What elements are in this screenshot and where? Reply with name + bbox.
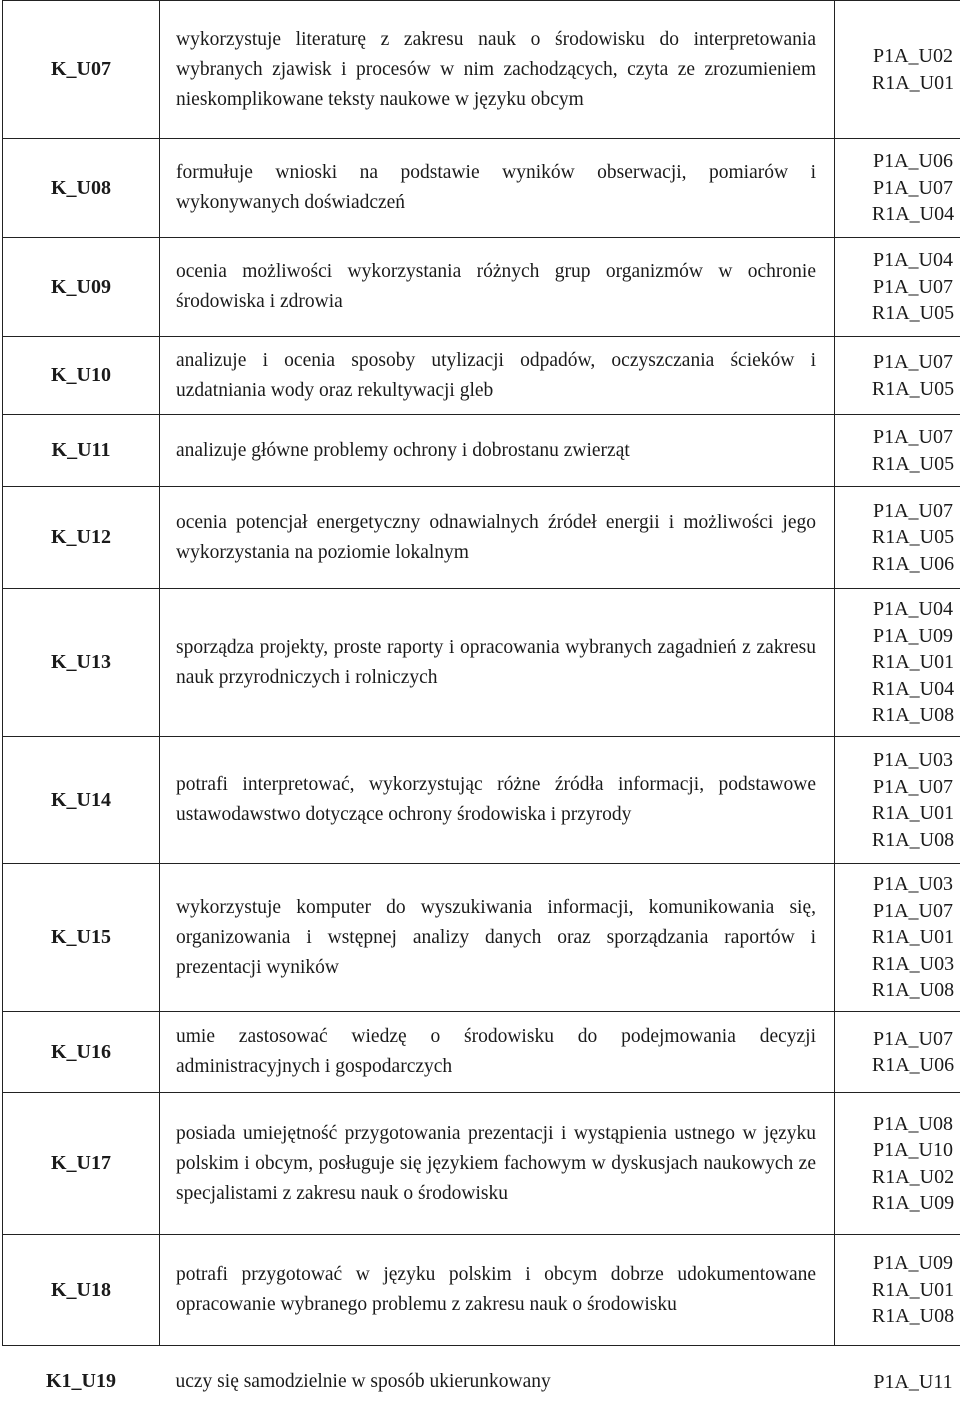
reference-code: R1A_U09 (871, 1192, 955, 1214)
reference-code: R1A_U04 (871, 203, 955, 226)
reference-code: P1A_U08 (872, 1112, 953, 1135)
outcome-description: ocenia potencjał energetyczny odnawialnych źródeł energii i możliwości jego wykorzystania na poziomie lokalnym (160, 487, 835, 589)
outcome-code: K_U14 (3, 737, 160, 864)
reference-code: R1A_U08 (871, 704, 955, 727)
outcome-references (835, 737, 960, 864)
outcome-code: K_U08 (3, 139, 160, 238)
reference-code: P1A_U02 (872, 45, 953, 67)
outcome-code: K_U15 (3, 864, 160, 1012)
outcome-description: posiada umiejętność przygotowania prezentacji i wystąpienia ustnego w języku polskim i obcym, posługuje się językiem fachowym w dyskusjach naukowych ze specjalistami z zakresu nauk o środowisku (160, 1093, 835, 1235)
reference-code: R1A_U08 (871, 1305, 955, 1328)
outcome-references (835, 1093, 960, 1235)
outcome-description: formułuje wnioski na podstawie wyników obserwacji, pomiarów i wykonywanych doświadczeń (160, 139, 835, 238)
table-row (3, 415, 960, 487)
outcome-description: wykorzystuje literaturę z zakresu nauk o środowisku do interpretowania wybranych zjawisk i procesów w nim zachodzących, czyta ze zrozumieniem nieskomplikowane teksty naukowe w języku obcym (160, 1, 835, 139)
outcome-description: wykorzystuje komputer do wyszukiwania informacji, komunikowania się, organizowania i wstępnej analizy danych oraz sporządzania raportów i prezentacji wyników (160, 864, 835, 1012)
reference-code: P1A_U09 (872, 1252, 953, 1275)
outcome-code: K_U18 (3, 1235, 160, 1346)
table-row (3, 238, 960, 337)
reference-code: R1A_U05 (871, 526, 955, 549)
reference-code: P1A_U11 (873, 1370, 953, 1393)
outcome-code: K_U09 (3, 238, 160, 337)
outcome-code: K_U12 (3, 487, 160, 589)
reference-code: R1A_U06 (871, 552, 955, 575)
reference-code: R1A_U05 (871, 452, 955, 475)
reference-code: P1A_U07 (872, 176, 953, 199)
outcome-code: K_U17 (3, 1093, 160, 1235)
outcome-references (835, 487, 960, 589)
outcome-references (835, 589, 960, 737)
outcome-references (835, 337, 960, 415)
table-row (3, 139, 960, 238)
reference-code: R1A_U01 (871, 802, 955, 824)
outcome-description: potrafi interpretować, wykorzystując różne źródła informacji, podstawowe ustawodawstwo dotyczące ochrony środowiska i przyrody (160, 737, 835, 864)
table-row (3, 864, 960, 1012)
reference-code: P1A_U10 (872, 1139, 953, 1161)
outcome-references (835, 864, 960, 1012)
outcome-references (835, 139, 960, 238)
reference-code: P1A_U06 (872, 150, 953, 173)
outcome-references (835, 1346, 960, 1418)
reference-code: P1A_U07 (872, 275, 953, 298)
reference-code: R1A_U03 (871, 952, 955, 975)
table-row (3, 1, 960, 139)
reference-code: P1A_U03 (872, 749, 953, 771)
outcome-description: analizuje i ocenia sposoby utylizacji odpadów, oczyszczania ścieków i uzdatniania wody oraz rekultywacji gleb (160, 337, 835, 415)
reference-code: R1A_U08 (871, 979, 955, 1002)
reference-code: R1A_U05 (871, 302, 955, 325)
reference-code: R1A_U01 (871, 651, 955, 674)
reference-code: P1A_U04 (872, 598, 953, 621)
table-row (3, 1093, 960, 1235)
reference-code: P1A_U03 (872, 873, 953, 896)
outcome-code: K_U10 (3, 337, 160, 415)
outcome-code: K_U13 (3, 589, 160, 737)
outcome-code: K_U07 (3, 1, 160, 139)
outcome-references (835, 1012, 960, 1093)
outcome-description: potrafi przygotować w języku polskim i obcym dobrze udokumentowane opracowanie wybranego problemu z zakresu nauk o środowisku (160, 1235, 835, 1346)
table-row (3, 1235, 960, 1346)
outcome-references (835, 238, 960, 337)
reference-code: R1A_U08 (871, 828, 955, 851)
outcome-description: umie zastosować wiedzę o środowisku do podejmowania decyzji administracyjnych i gospodarczych (160, 1012, 835, 1093)
reference-code: R1A_U01 (871, 71, 955, 94)
learning-outcomes-table (2, 0, 960, 1418)
reference-code: R1A_U01 (871, 1278, 955, 1301)
outcome-references (835, 1235, 960, 1346)
reference-code: P1A_U07 (872, 899, 953, 922)
table-row (3, 1346, 960, 1418)
reference-code: P1A_U07 (872, 499, 953, 522)
outcome-description: analizuje główne problemy ochrony i dobrostanu zwierząt (160, 415, 835, 487)
reference-code: P1A_U07 (872, 351, 953, 373)
reference-code: R1A_U02 (871, 1165, 955, 1188)
reference-code: P1A_U07 (872, 426, 953, 448)
outcome-references (835, 415, 960, 487)
outcome-code: K_U11 (3, 415, 160, 487)
table-row (3, 737, 960, 864)
reference-code: R1A_U01 (871, 926, 955, 949)
outcome-description: uczy się samodzielnie w sposób ukierunkowany (160, 1346, 835, 1418)
reference-code: R1A_U05 (871, 377, 955, 400)
reference-code: P1A_U04 (872, 249, 953, 272)
outcome-references (835, 1, 960, 139)
table-row (3, 337, 960, 415)
table-row (3, 589, 960, 737)
outcome-code: K_U16 (3, 1012, 160, 1093)
reference-code: R1A_U06 (871, 1054, 955, 1076)
outcome-description: ocenia możliwości wykorzystania różnych grup organizmów w ochronie środowiska i zdrowia (160, 238, 835, 337)
outcome-description: sporządza projekty, proste raporty i opracowania wybranych zagadnień z zakresu nauk przyrodniczych i rolniczych (160, 589, 835, 737)
table-row (3, 1012, 960, 1093)
table-row (3, 487, 960, 589)
reference-code: R1A_U04 (871, 677, 955, 700)
outcome-code: K1_U19 (3, 1346, 160, 1418)
reference-code: P1A_U07 (872, 775, 953, 798)
reference-code: P1A_U09 (872, 624, 953, 647)
reference-code: P1A_U07 (872, 1027, 953, 1050)
